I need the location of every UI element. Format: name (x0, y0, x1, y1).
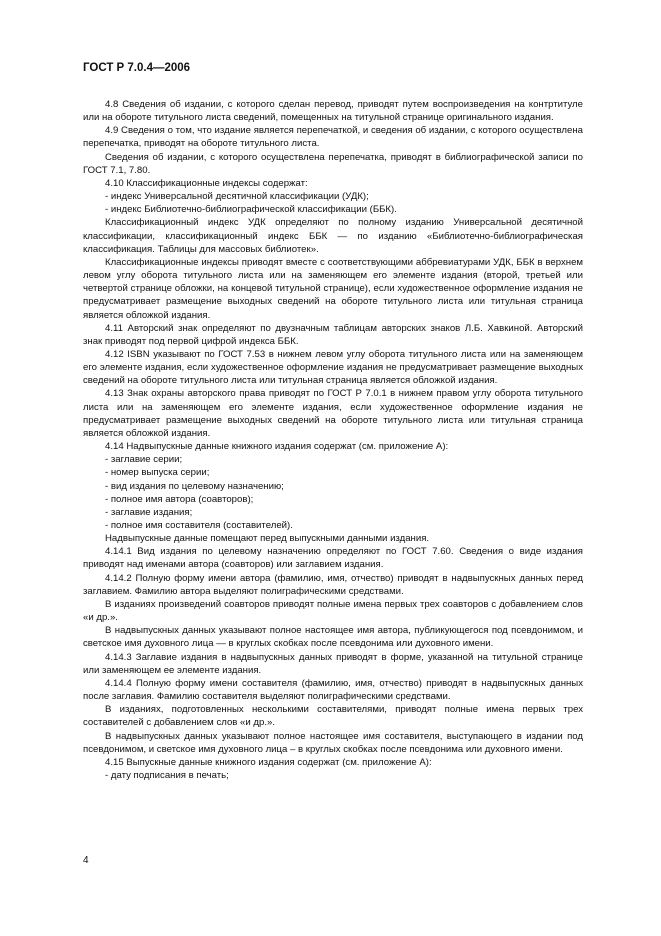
paragraph-4-14-3: 4.14.3 Заглавие издания в надвыпускных данных приводят в форме, указанной на титульной странице или заменяющем ее элементе издания. (83, 651, 583, 676)
paragraph-4-14-2: 4.14.2 Полную форму имени автора (фамилию, имя, отчество) приводят в надвыпускных данных перед заглавием. Фамилию автора выделяют полиграфическими средствами. (83, 572, 583, 597)
paragraph: Сведения об издании, с которого осуществлена перепечатка, приводят в библиографической записи по ГОСТ 7.1, 7.80. (83, 151, 583, 176)
page-number: 4 (83, 855, 89, 866)
list-item: - полное имя автора (соавторов); (105, 493, 254, 505)
paragraph-4-15: 4.15 Выпускные данные книжного издания содержат (см. приложение А): (105, 756, 432, 768)
paragraph-4-14-4: 4.14.4 Полную форму имени составителя (фамилию, имя, отчество) приводят в надвыпускных данных после заглавия. Фамилию составителя выделяют полиграфическими средствами. (83, 677, 583, 703)
document-body (83, 98, 583, 782)
paragraph-4-9: 4.9 Сведения о том, что издание является перепечаткой, и сведения об издании, с которого осуществлена перепечатка, приводят на обороте титульного листа. (83, 125, 583, 150)
list-item: - номер выпуска серии; (105, 467, 210, 479)
paragraph-4-8: 4.8 Сведения об издании, с которого сделан перевод, приводят путем воспроизведения на контртитуле или на обороте титульного листа сведений, помещенных на титульной странице оригинального издания. (83, 99, 583, 124)
list-item: - заглавие серии; (105, 454, 183, 466)
paragraph: В изданиях, подготовленных несколькими составителями, приводят полные имена первых трех составителей с добавлением слов «и др.». (83, 704, 583, 729)
paragraph-4-11: 4.11 Авторский знак определяют по двузначным таблицам авторских знаков Л.Б. Хавкиной. Авторский знак приводят под первой цифрой индекса ББК. (83, 322, 583, 347)
list-item: - индекс Библиотечно-библиографической классификации (ББК). (105, 204, 397, 216)
list-item: - заглавие издания; (105, 506, 193, 518)
paragraph: Классификационные индексы приводят вместе с соответствующими аббревиатурами УДК, ББК в верхнем левом углу оборота титульного листа или на заменяющем его элементе издания (второй, третьей или четвертой странице обложки, на концевой титульной странице), если художественное оформление издания не предусматривает размещение выходных сведений на обороте титульного листа или титульная страница является обложкой издания. (83, 256, 583, 321)
paragraph-4-10: 4.10 Классификационные индексы содержат: (105, 177, 308, 189)
paragraph: Классификационный индекс УДК определяют по полному изданию Универсальной десятичной классификации, классификационный индекс ББК — по изданию «Библиотечно-библиографическая классификация. Таблицы для массовых библиотек». (83, 217, 583, 255)
list-item: - вид издания по целевому назначению; (105, 480, 284, 492)
paragraph-4-13: 4.13 Знак охраны авторского права приводят по ГОСТ Р 7.0.1 в нижнем правом углу оборота титульного листа или на заменяющем его элементе издания, если художественное оформление издания не предусматривает размещение выходных сведений на обороте титульного листа или титульная страница является обложкой издания. (83, 388, 583, 439)
page-header: ГОСТ Р 7.0.4—2006 (83, 62, 191, 74)
list-item: - индекс Универсальной десятичной классификации (УДК); (105, 191, 369, 203)
list-item: - полное имя составителя (составителей). (105, 520, 293, 531)
paragraph-4-12: 4.12 ISBN указывают по ГОСТ 7.53 в нижнем левом углу оборота титульного листа или на заменяющем его элементе издания, если художественное оформление издания не предусматривает размещение выходных сведений на обороте титульного листа или титульная страница является обложкой издания. (83, 348, 583, 387)
paragraph: Надвыпускные данные помещают перед выпускными данными издания. (105, 533, 430, 545)
list-item: - дату подписания в печать; (105, 769, 229, 781)
paragraph-4-14: 4.14 Надвыпускные данные книжного издания содержат (см. приложение А): (105, 441, 449, 453)
paragraph-4-14-1: 4.14.1 Вид издания по целевому назначению определяют по ГОСТ 7.60. Сведения о виде издания приводят над именами автора (соавторов) или заглавием издания. (83, 546, 583, 571)
paragraph: В изданиях произведений соавторов приводят полные имена первых трех соавторов с добавлением слов «и др.». (83, 598, 583, 624)
paragraph: В надвыпускных данных указывают полное настоящее имя автора, публикующегося под псевдонимом, и светское имя духовного лица — в круглых скобках после псевдонима или духовного имени. (83, 625, 583, 650)
paragraph: В надвыпускных данных указывают полное настоящее имя составителя, выступающего в издании под псевдонимом, и светское имя духовного лица – в круглых скобках после псевдонима или духовного имени. (83, 730, 583, 755)
